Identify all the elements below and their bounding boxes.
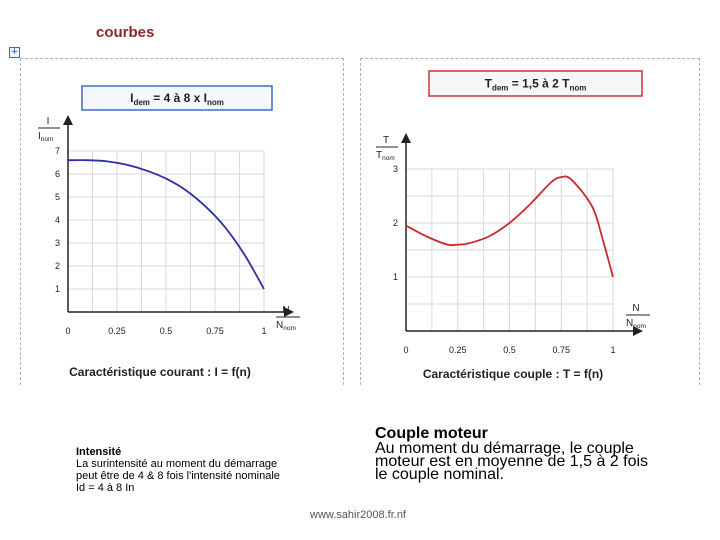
x-tick-label: 1: [610, 345, 616, 355]
x-axis-label: $N_{nom}$: [626, 318, 646, 330]
y-tick-label: 4: [54, 215, 60, 225]
note-intensity-line: La surintensité au moment du démarrage: [76, 458, 278, 470]
footer-url: www.sahir2008.fr.nf: [310, 509, 406, 521]
y-tick-label: 2: [392, 218, 398, 228]
chart-torque: [366, 65, 691, 385]
note-intensity-heading: Intensité: [76, 446, 122, 458]
note-torque: [375, 425, 680, 481]
note-torque-line: le couple nominal.: [375, 466, 504, 483]
expand-icon[interactable]: +: [10, 47, 19, 57]
y-tick-label: 5: [54, 192, 60, 202]
y-axis-label: I: [46, 116, 50, 127]
y-tick-label: 6: [54, 169, 60, 179]
note-torque-line: Au moment du démarrage, le couple: [375, 440, 634, 457]
y-axis-label: $I_{nom}$: [38, 131, 54, 143]
note-intensity-line: Id = 4 à 8 In: [76, 482, 135, 494]
y-axis-label: $T_{nom}$: [376, 150, 395, 162]
formula-text: $I_{dem} = 4$ à 8 x $I_{nom}$: [130, 91, 224, 107]
y-tick-label: 2: [54, 261, 60, 271]
x-tick-label: 0.75: [206, 326, 224, 336]
y-axis-arrow: [401, 133, 411, 143]
chart-title: Caractéristique courant : I = f(n): [69, 365, 251, 379]
x-tick-label: 0.75: [552, 345, 571, 355]
formula-text: $T_{dem} = 1,5$ à 2 $T_{nom}$: [484, 76, 587, 93]
y-tick-label: 3: [392, 164, 398, 174]
note-torque-heading: Couple moteur: [375, 425, 488, 442]
y-tick-label: 7: [54, 146, 60, 156]
page-title: courbes: [96, 24, 155, 41]
note-intensity: [76, 446, 316, 494]
x-tick-label: 0.5: [503, 345, 516, 355]
y-tick-label: 3: [54, 238, 60, 248]
x-tick-label: 1: [261, 326, 267, 336]
x-tick-label: 0.25: [448, 345, 467, 355]
x-axis-label: N: [282, 305, 290, 316]
x-axis-label: N: [632, 303, 640, 314]
y-axis-label: T: [382, 135, 390, 146]
y-tick-label: 1: [392, 272, 398, 282]
chart-current: [30, 65, 330, 385]
y-tick-label: 1: [54, 284, 60, 294]
x-tick-label: 0: [403, 345, 409, 355]
x-tick-label: 0: [65, 326, 71, 336]
x-tick-label: 0.5: [159, 326, 173, 336]
y-axis-arrow: [63, 115, 73, 125]
x-tick-label: 0.25: [108, 326, 126, 336]
note-intensity-line: peut être de 4 & 8 fois l'intensité nominale: [76, 470, 280, 482]
note-torque-line: moteur est en moyenne de 1,5 à 2 fois: [375, 453, 649, 470]
chart-title: Caractéristique couple : T = f(n): [422, 367, 604, 381]
x-axis-label: $N_{nom}$: [276, 320, 296, 332]
